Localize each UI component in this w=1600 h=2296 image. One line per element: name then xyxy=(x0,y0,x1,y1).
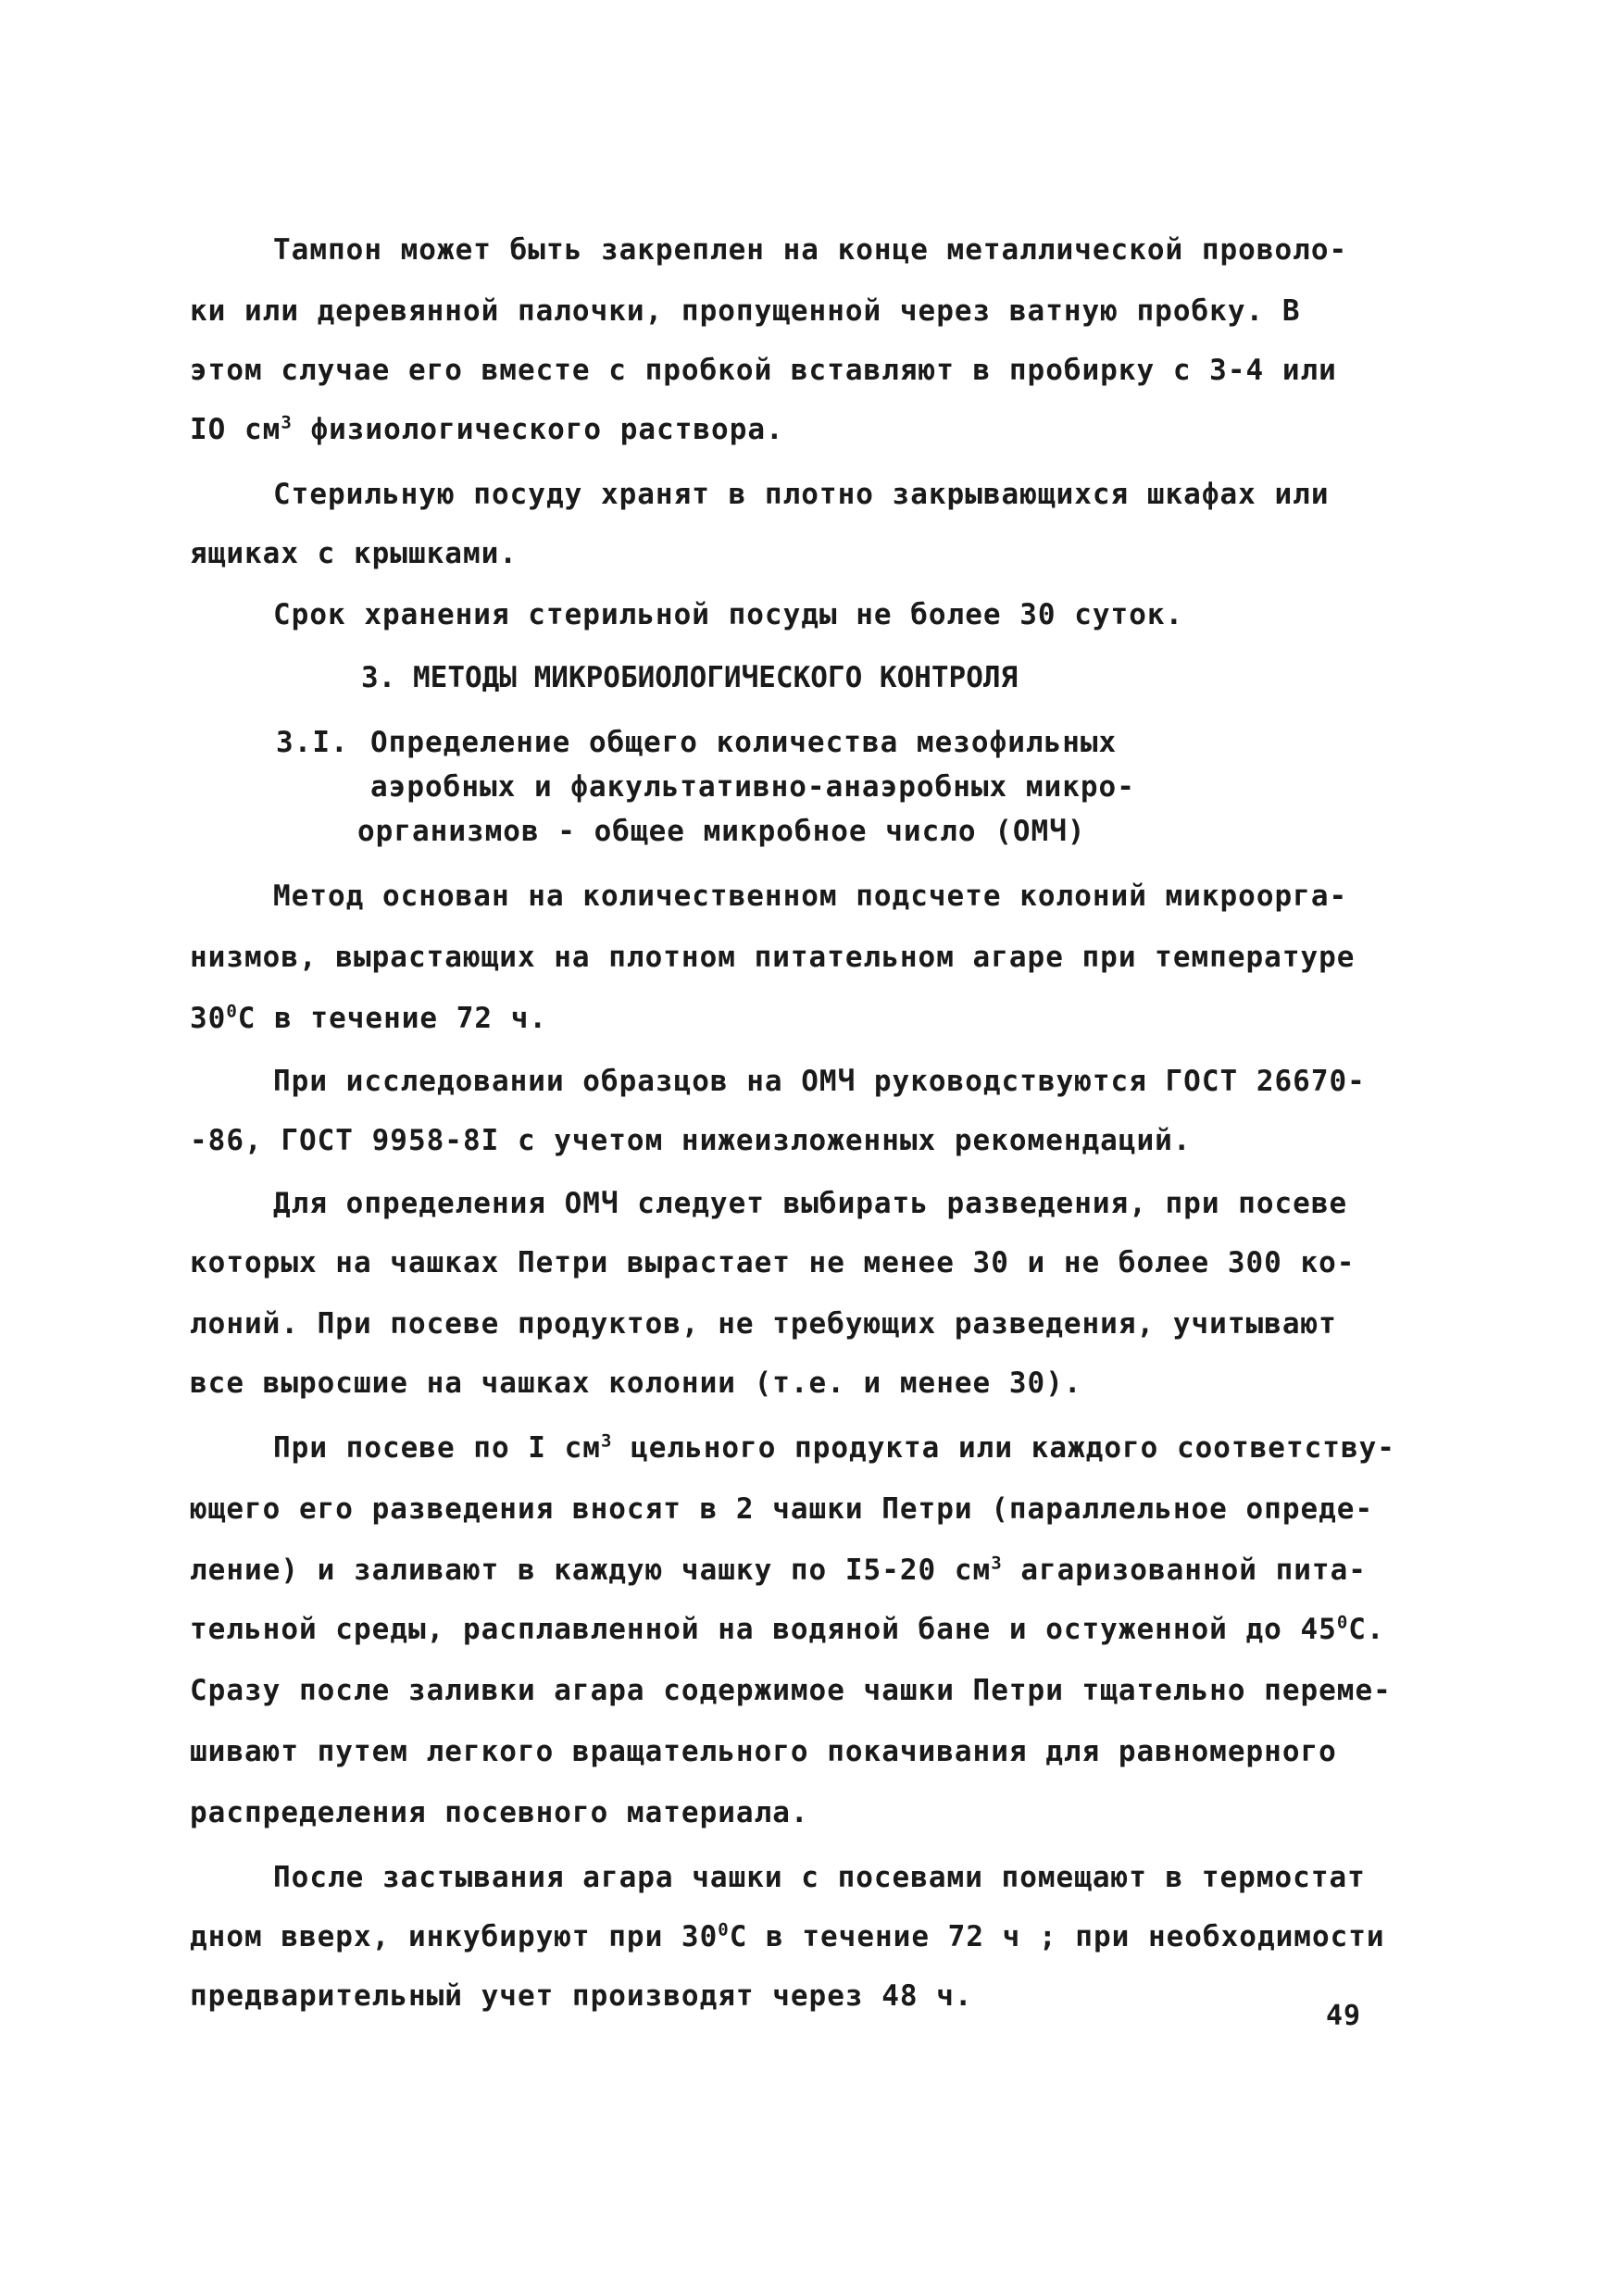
text-line: низмов, вырастающих на плотном питательном агаре при температуре xyxy=(190,941,1356,974)
text-line: все выросшие на чашках колонии (т.е. и менее 30). xyxy=(190,1366,1082,1400)
text-line: $30^0С$ в течение 72 ч. xyxy=(190,1001,548,1035)
superscript: 3 xyxy=(281,412,293,433)
text-line: тельной среды, расплавленной на водяной бане и остуженной до $45^0С$. xyxy=(190,1612,1385,1646)
text-line: Для определения ОМЧ следует выбирать разведения, при посеве xyxy=(273,1187,1348,1220)
text-line: IO $см^3$ физиологического раствора. xyxy=(190,412,784,446)
text-line: Стерильную посуду хранят в плотно закрывающихся шкафах или xyxy=(273,478,1330,511)
text-line: этом случае его вместе с пробкой вставляют в пробирку с 3-4 или xyxy=(190,354,1337,387)
text-line: дном вверх, инкубируют при $30^0С$ в течение 72 ч ; при необходимости xyxy=(190,1919,1385,1953)
superscript: 0 xyxy=(718,1919,730,1940)
superscript: 3 xyxy=(600,1430,613,1452)
text-line: -86, ГОСТ 9958-8I с учетом нижеизложенных рекомендаций. xyxy=(190,1124,1192,1157)
subsection-number: 3.I. xyxy=(276,726,349,759)
text-line: которых на чашках Петри вырастает не менее 30 и не более 300 ко- xyxy=(190,1246,1356,1279)
subsection-title: Определение общего количества мезофильных xyxy=(370,726,1118,759)
text-line: Метод основан на количественном подсчете колоний микроорга- xyxy=(273,880,1348,913)
superscript: 0 xyxy=(226,1001,238,1022)
text-line: Сразу после заливки агара содержимое чашки Петри тщательно переме- xyxy=(190,1674,1392,1707)
text-line: После застывания агара чашки с посевами помещают в термостат xyxy=(273,1861,1366,1894)
text-line: Тампон может быть закреплен на конце металлической проволо- xyxy=(273,233,1348,267)
superscript: 0 xyxy=(1336,1612,1349,1633)
text-line: распределения посевного материала. xyxy=(190,1796,809,1829)
text-line: шивают путем легкого вращательного покачивания для равномерного xyxy=(190,1735,1337,1768)
text-line: При исследовании образцов на ОМЧ руководствуются ГОСТ 26670- xyxy=(273,1065,1366,1098)
text-line: ление) и заливают в каждую чашку по I5-20 $см^3$ агаризованной пита- xyxy=(190,1553,1367,1587)
subsection-title: организмов - общее микробное число (ОМЧ) xyxy=(357,815,1086,848)
text-line: лоний. При посеве продуктов, не требующих разведения, учитывают xyxy=(190,1307,1337,1341)
text-line: При посеве по I $см^3$ цельного продукта или каждого соответству- xyxy=(273,1430,1395,1465)
subsection-title: аэробных и факультативно-анаэробных микро- xyxy=(370,770,1135,804)
text-line: ящиках с крышками. xyxy=(190,537,518,570)
superscript: 3 xyxy=(991,1553,1003,1574)
text-line: ющего его разведения вносят в 2 чашки Петри (параллельное опреде- xyxy=(190,1492,1374,1526)
page-number: 49 xyxy=(1326,2000,1362,2032)
section-title: 3. МЕТОДЫ МИКРОБИОЛОГИЧЕСКОГО КОНТРОЛЯ xyxy=(361,661,1019,694)
text-line: ки или деревянной палочки, пропущенной через ватную пробку. В xyxy=(190,294,1301,328)
text-line: предварительный учет производят через 48 ч. xyxy=(190,1979,973,2013)
text-line: Срок хранения стерильной посуды не более 30 суток. xyxy=(273,598,1184,631)
